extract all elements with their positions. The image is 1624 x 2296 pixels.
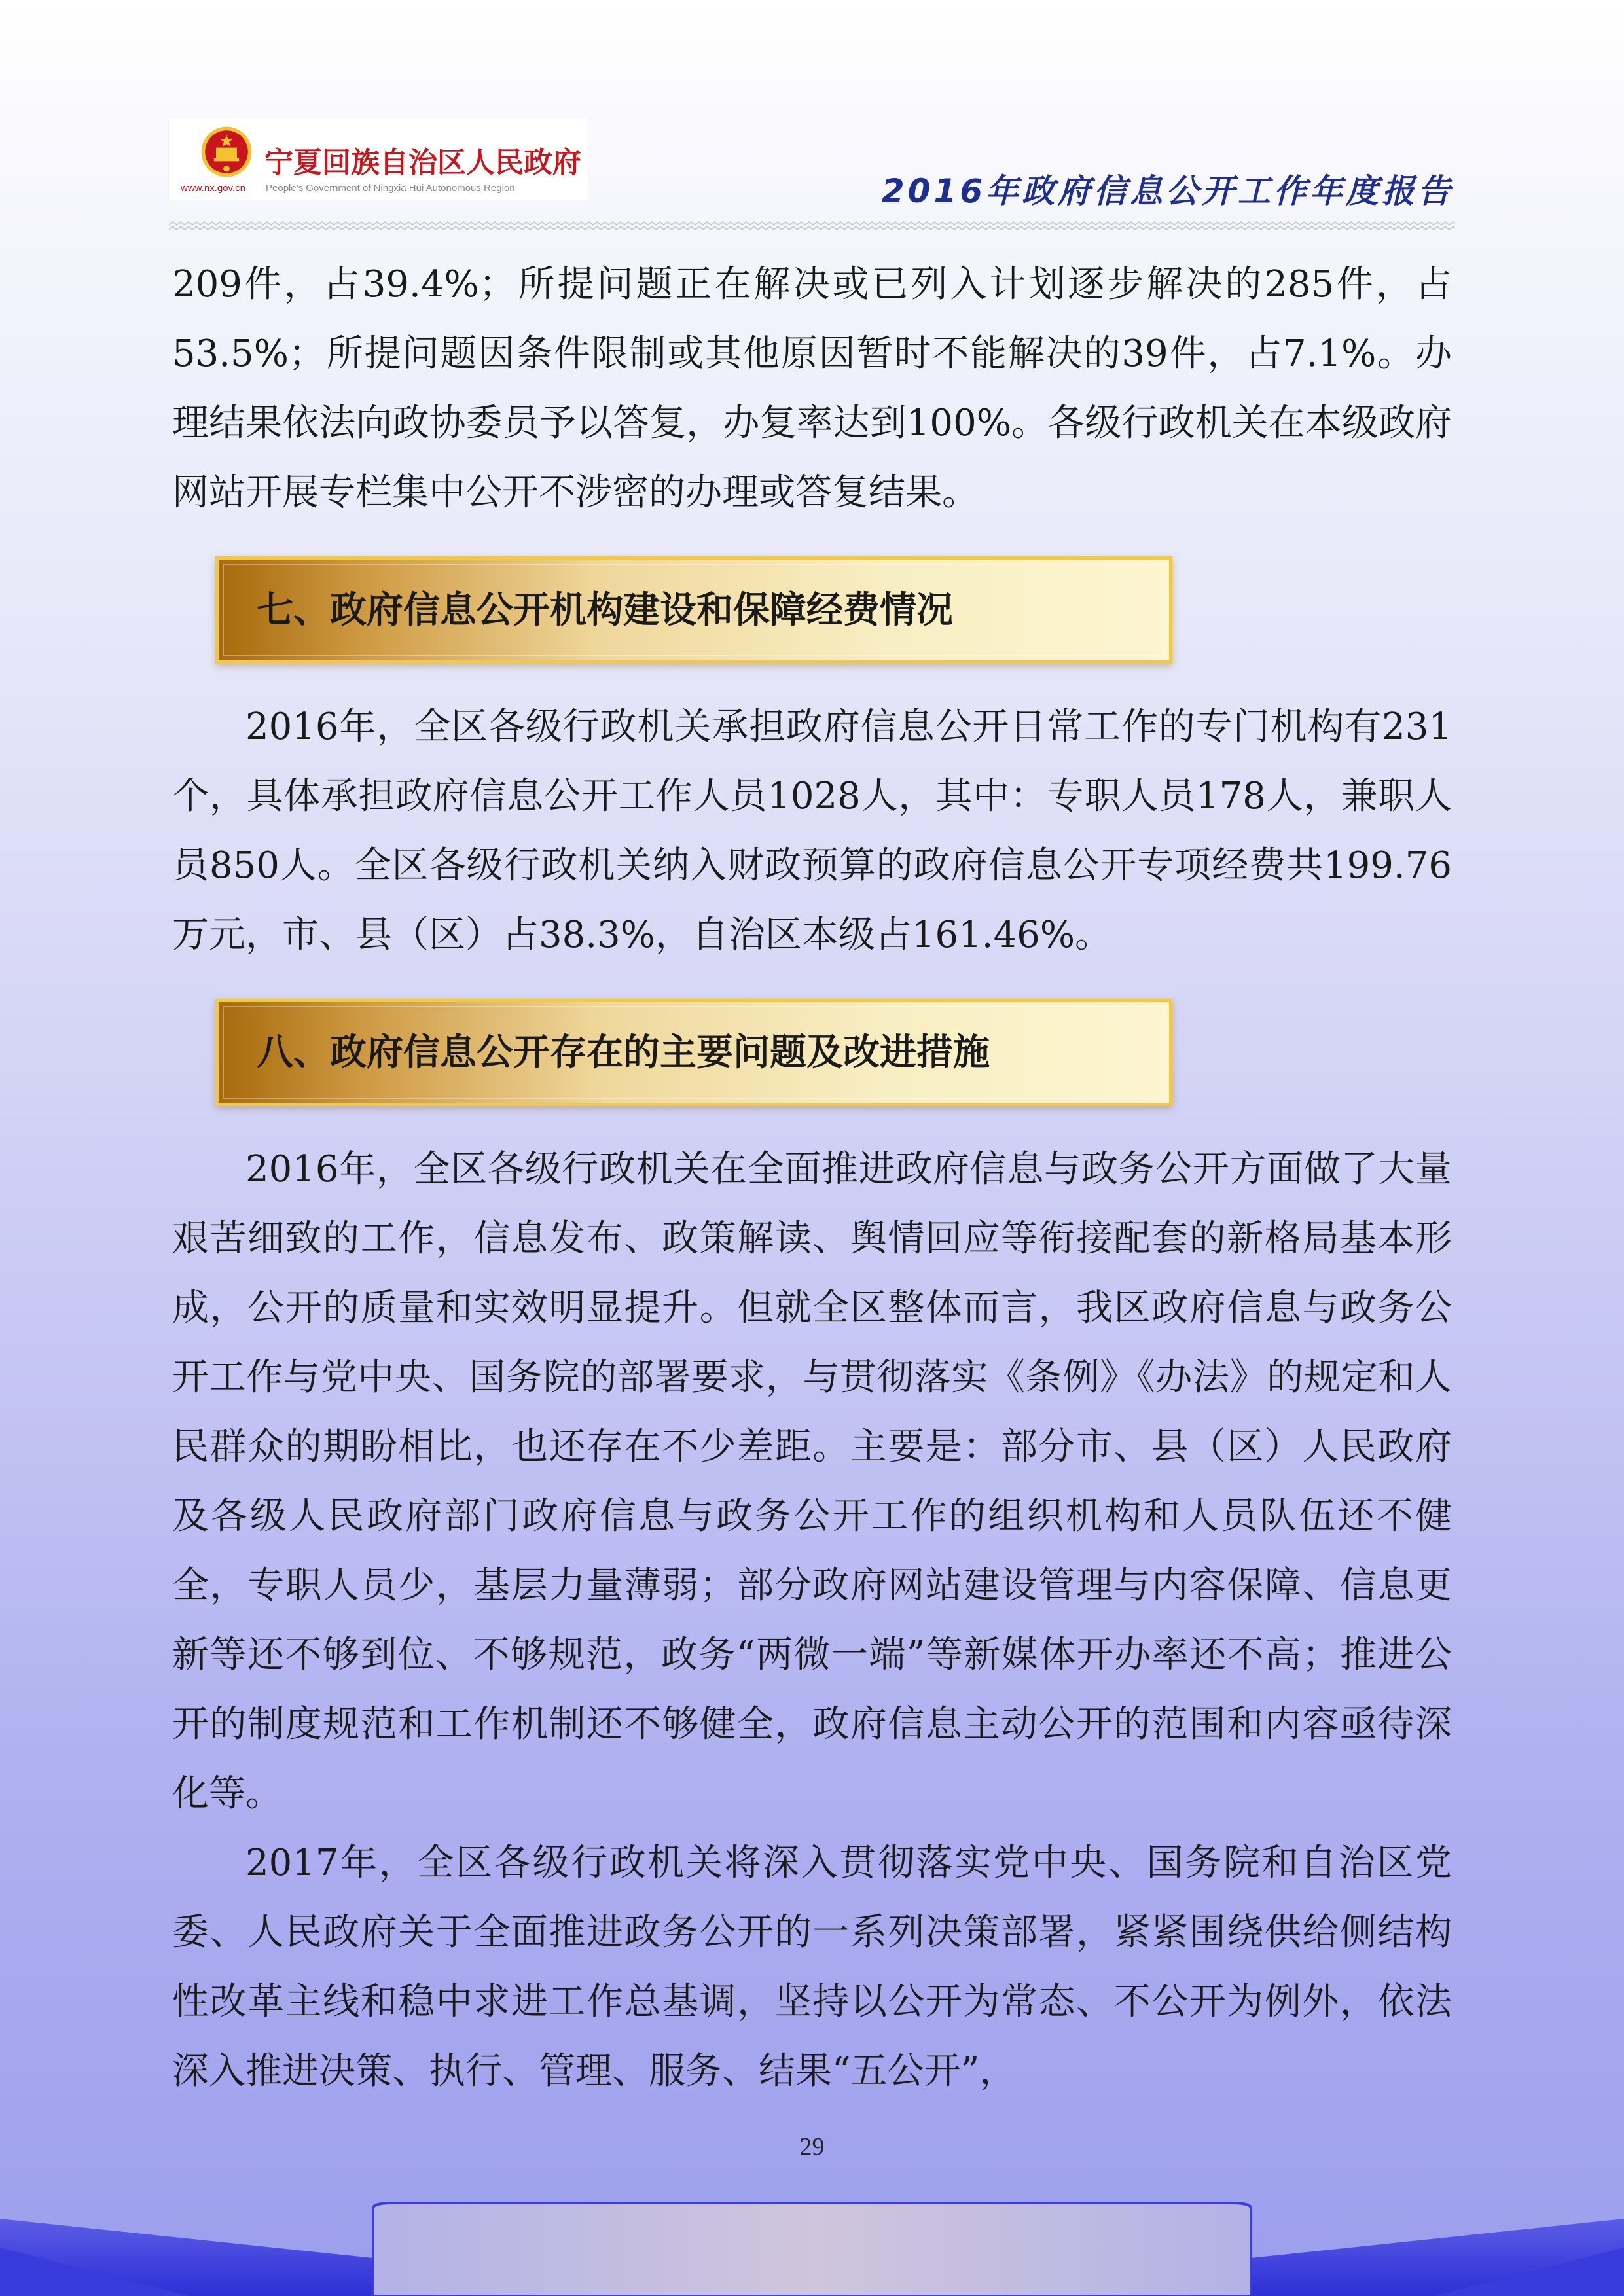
section-heading-text: 七、政府信息公开机构建设和保障经费情况 [257,589,953,632]
page-number: 29 [799,2133,825,2161]
national-emblem-icon [200,126,253,178]
section-heading-text: 八、政府信息公开存在的主要问题及改进措施 [257,1031,990,1074]
paragraph: 209件，占39.4%；所提问题正在解决或已列入计划逐步解决的285件，占53.5%；所提问题因条件限制或其他原因暂时不能解决的39件，占7.1%。办理结果依法向政协委员予以答复，办复率达到100%。各级行政机关在本级政府网站开展专栏集中公开不涉密的办理或答复结果。 [172,263,1452,514]
report-title: 2016年政府信息公开工作年度报告 [881,172,1454,210]
paragraph: 2016年，全区各级行政机关承担政府信息公开日常工作的专门机构有231个，具体承担政府信息公开工作人员1028人，其中：专职人员178人，兼职人员850人。全区各级行政机关纳入财政预算的政府信息公开专项经费共199.76万元，市、县（区）占38.3%，自治区本级占161.46%。 [172,706,1452,956]
paragraph: 2016年，全区各级行政机关在全面推进政府信息与政务公开方面做了大量艰苦细致的工作，信息发布、政策解读、舆情回应等衔接配套的新格局基本形成，公开的质量和实效明显提升。但就全区整体而言，我区政府信息与政务公开工作与党中央、国务院的部署要求，与贯彻落实《条例》《办法》的规定和人民群众的期盼相比，也还存在不少差距。主要是：部分市、县（区）人民政府及各级人民政府部门政府信息与政务公开工作的组织机构和人员队伍还不健全，专职人员少，基层力量薄弱；部分政府网站建设管理与内容保障、信息更新等还不够到位、不够规范，政务“两微一端”等新媒体开办率还不高；推进公开的制度规范和工作机制还不够健全，政府信息主动公开的范围和内容亟待深化等。 [172,1148,1452,1815]
page-body [172,250,1452,2106]
gov-name: 宁夏回族自治区人民政府 [264,146,581,179]
gov-english-name: People's Government of Ningxia Hui Autonomous Region [266,183,515,194]
gov-logo[interactable] [169,118,588,200]
header-divider [169,220,1455,233]
paragraph: 2017年，全区各级行政机关将深入贯彻落实党中央、国务院和自治区党委、人民政府关于全面推进政务公开的一系列决策部署，紧紧围绕供给侧结构性改革主线和稳中求进工作总基调，坚持以公开为常态、不公开为例外，依法深入推进决策、执行、管理、服务、结果“五公开”， [172,1842,1452,2092]
gov-url: www.nx.gov.cn [181,183,245,194]
section-heading-7 [215,556,1172,664]
footer-decoration [0,2199,1624,2296]
section-heading-8 [215,999,1172,1106]
